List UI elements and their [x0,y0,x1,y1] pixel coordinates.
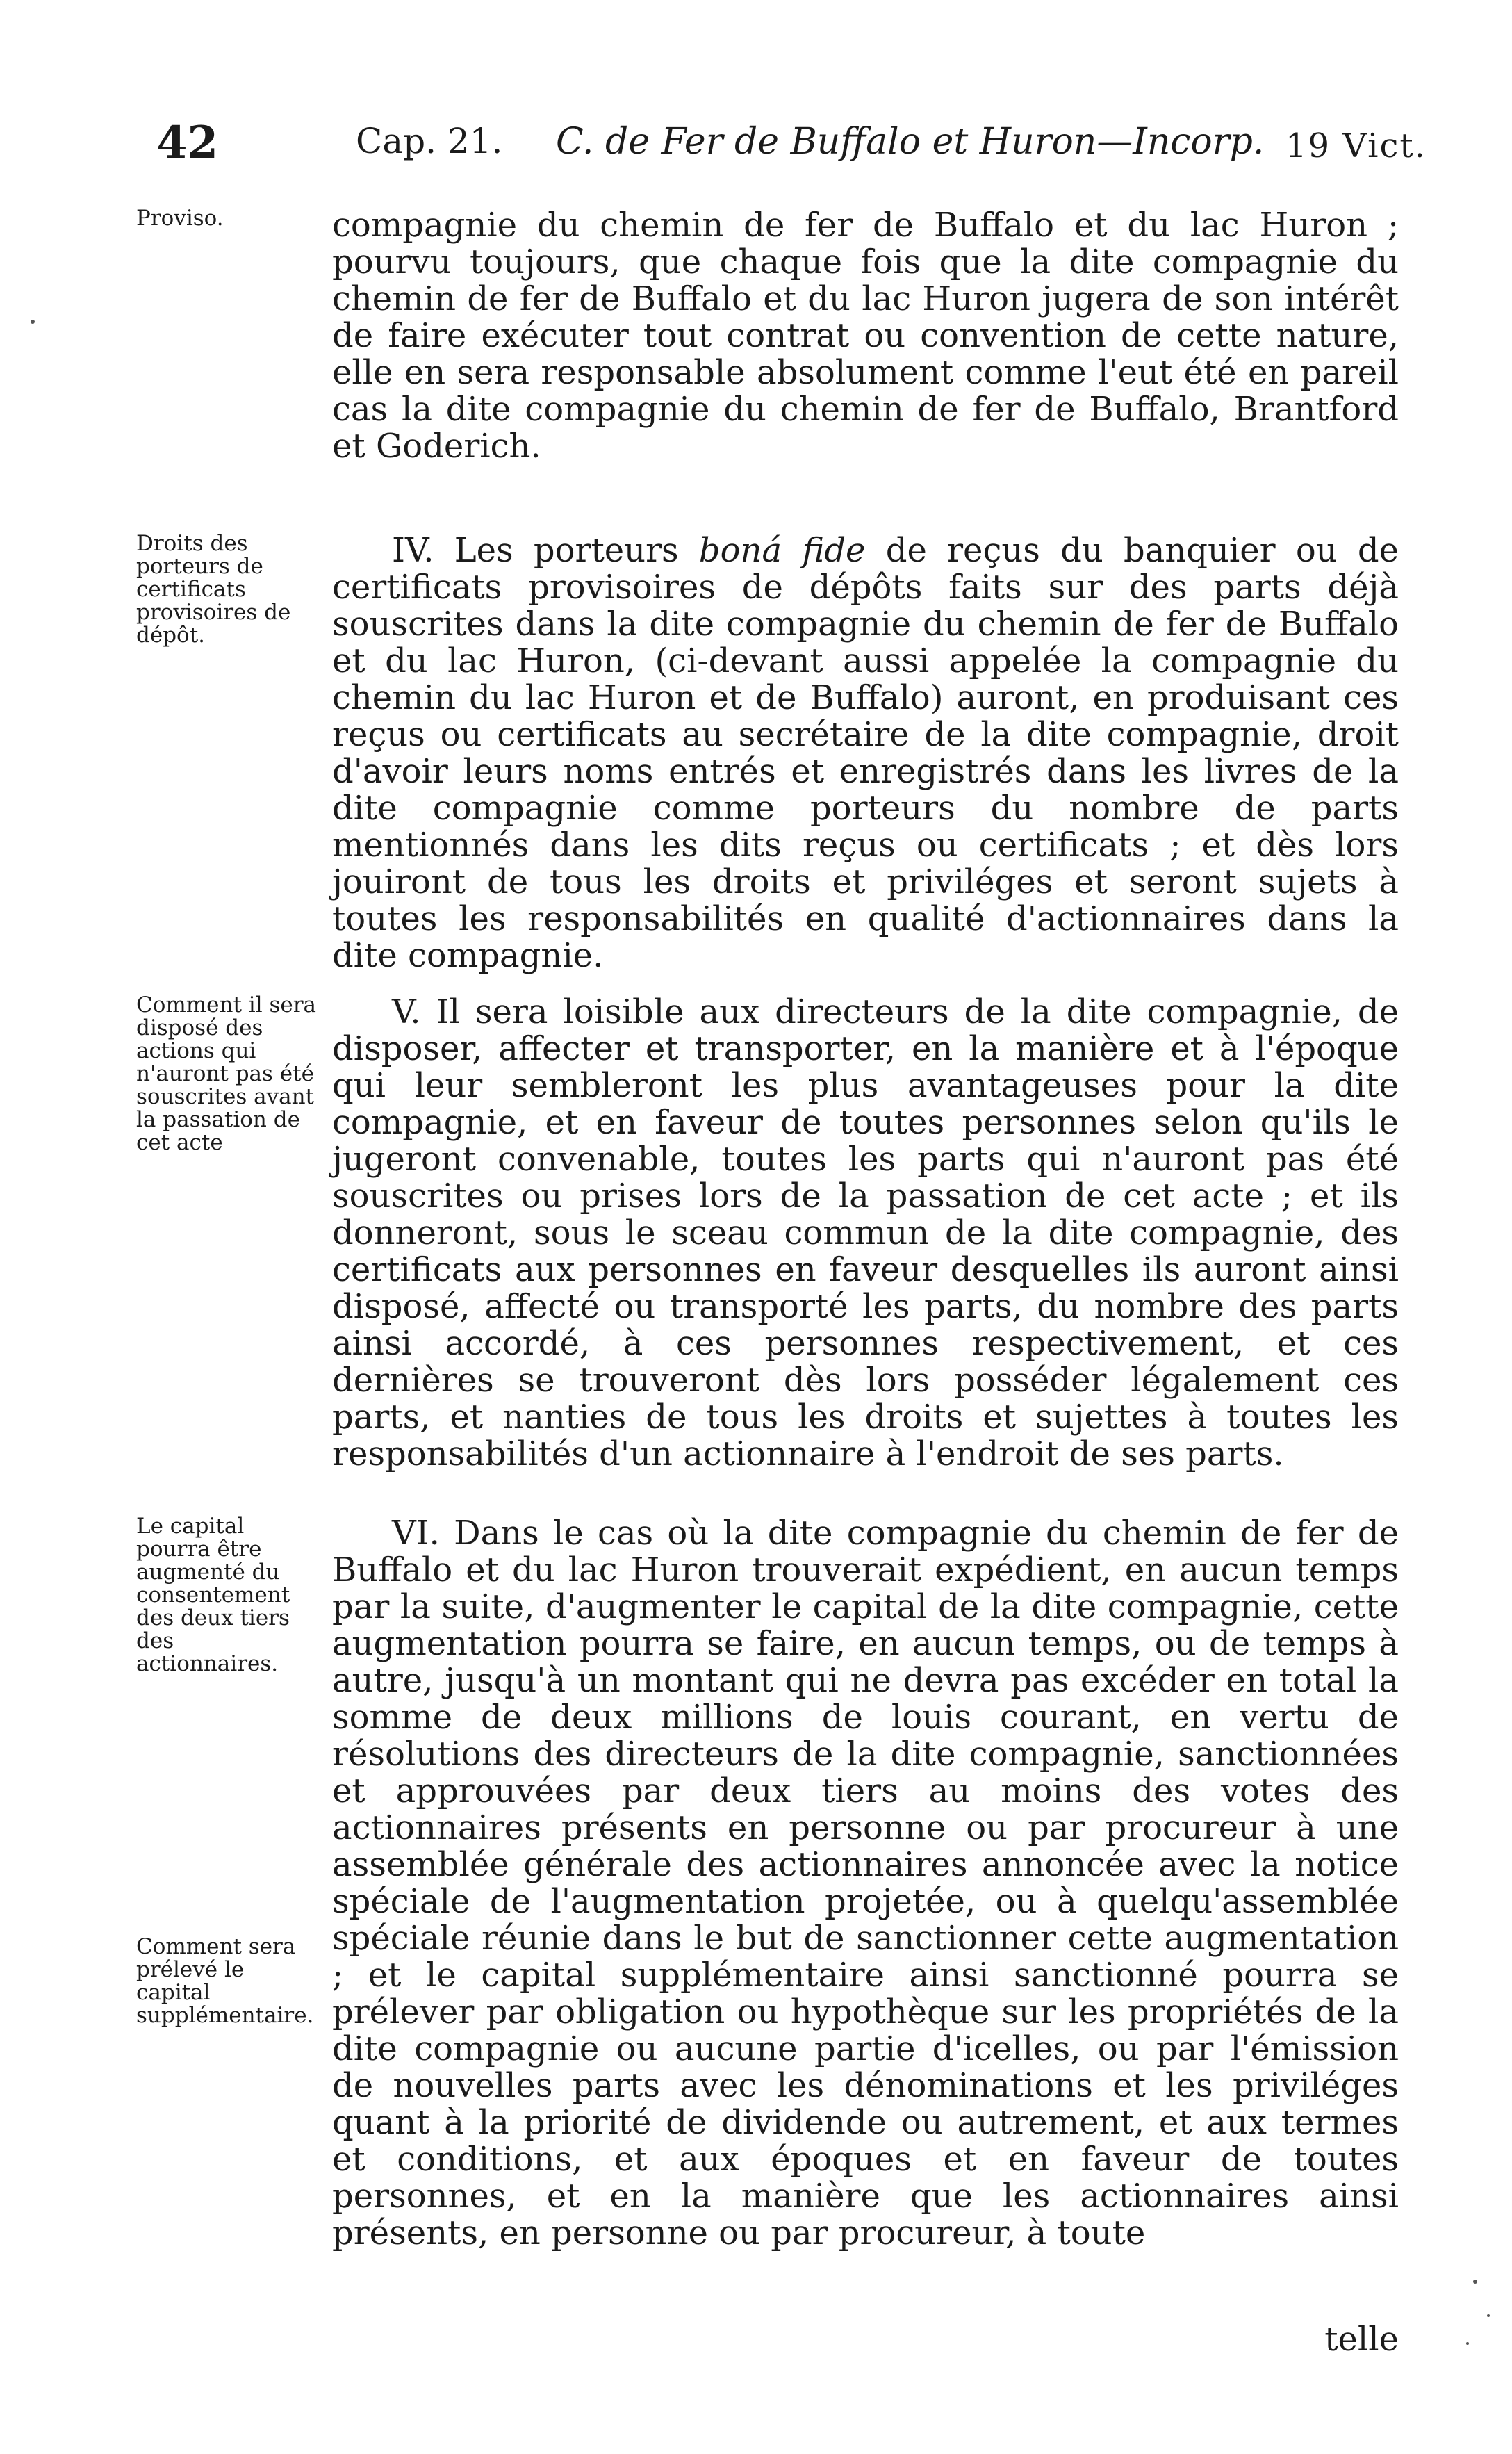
margin-note-proviso: Proviso. [136,206,224,231]
latin-term: boná fide [698,531,866,570]
margin-note-capital-supplementaire: Comment sera prélevé le capital supplémentaire. [136,1934,314,2028]
page-number: 42 [156,117,219,169]
regnal-year: 19 Vict. [1285,126,1427,165]
margin-note-augmentation-capital: Le capital pourra être augmenté du consentement des deux tiers des actionnaires. [136,1514,290,1676]
print-speck [1473,2280,1477,2284]
paragraph-continuation [332,207,1399,465]
paragraph-v [332,994,1399,1473]
section-number: IV. [392,531,434,570]
page-header [0,117,1512,179]
margin-note-actions-non-souscrites: Comment il sera disposé des actions qui n'auront pas été souscrites avant la passation de cet acte [136,992,317,1155]
paragraph-vi [332,1515,1399,2252]
paragraph-text: Il sera loisible aux directeurs de la dite compagnie, de disposer, affecter et transporter, en la manière et à l'époque qui leur sembleront les plus avantageuses pour la dite compagnie, et en faveur de toutes personnes selon qu'ils le jugeront convenable, toutes les parts qui n'auront pas été souscrites ou prises lors de la passation de cet acte ; et ils donneront, sous le sceau commun de la dite compagnie, des certificats aux personnes en faveur desquelles ils auront ainsi disposé, affecté ou transporté les parts, du nombre des parts ainsi accordé, à ces personnes respectivement, et ces dernières se trouveront dès lors posséder légalement ces parts, et nanties de tous les droits et sujettes à toutes les responsabilités d'un actionnaire à l'endroit de ses parts. [332,992,1399,1473]
section-number: V. [392,992,421,1031]
running-title: C. de Fer de Buffalo et Huron—Incorp. [556,121,1265,163]
paragraph-text-start: Les porteurs [454,531,679,570]
print-speck [31,320,35,324]
paragraph-iv [332,532,1399,974]
margin-note-droits-des-porteurs: Droits des porteurs de certificats provisoires de dépôt. [136,531,291,648]
print-speck [1466,2342,1469,2345]
paragraph-text: de reçus du banquier ou de certificats provisoires de dépôts faits sur des parts déjà souscrites dans la dite compagnie du chemin de fer de Buffalo et du lac Huron, (ci-devant aussi appelée la compagnie du chemin du lac Huron et de Buffalo) auront, en produisant ces reçus ou certificats au secrétaire de la dite compagnie, droit d'avoir leurs noms entrés et enregistrés dans les livres de la dite compagnie comme porteurs du nombre de parts mentionnés dans les dits reçus ou certificats ; et dès lors jouiront de tous les droits et priviléges et seront sujets à toutes les responsabilités en qualité d'actionnaires dans la dite compagnie. [332,531,1399,975]
section-number: VI. [392,1514,440,1553]
paragraph-text: Dans le cas où la dite compagnie du chemin de fer de Buffalo et du lac Huron trouverait expédient, en aucun temps par la suite, d'augmenter le capital de la dite compagnie, cette augmentation pourra se faire, en aucun temps, ou de temps à autre, jusqu'à un montant qui ne devra pas excéder en total la somme de deux millions de louis courant, en vertu de résolutions des directeurs de la dite compagnie, sanctionnées et approuvées par deux tiers au moins des votes des actionnaires présents en personne ou par procureur à une assemblée générale des actionnaires annoncée avec la notice spéciale de l'augmentation projetée, ou à quelqu'assemblée spéciale réunie dans le but de sanctionner cette augmentation ; et le capital supplémentaire ainsi sanctionné pourra se prélever par obligation ou hypothèque sur les propriétés de la dite compagnie ou aucune partie d'icelles, ou par l'émission de nouvelles parts avec les dénominations et les priviléges quant à la priorité de dividende ou autrement, et aux termes et conditions, et aux époques et en faveur de toutes personnes, et en la manière que les actionnaires ainsi présents, en personne ou par procureur, à toute [332,1514,1399,2252]
chapter-number: Cap. 21. [356,121,503,161]
catchword: telle [1324,2320,1399,2359]
print-speck [1487,2314,1490,2317]
paragraph-text: compagnie du chemin de fer de Buffalo et du lac Huron ; pourvu toujours, que chaque fois que la dite compagnie du chemin de fer de Buffalo et du lac Huron jugera de son intérêt de faire exécuter tout contrat ou convention de cette nature, elle en sera responsable absolument comme l'eut été en pareil cas la dite compagnie du chemin de fer de Buffalo, Brantford et Goderich. [332,206,1399,466]
